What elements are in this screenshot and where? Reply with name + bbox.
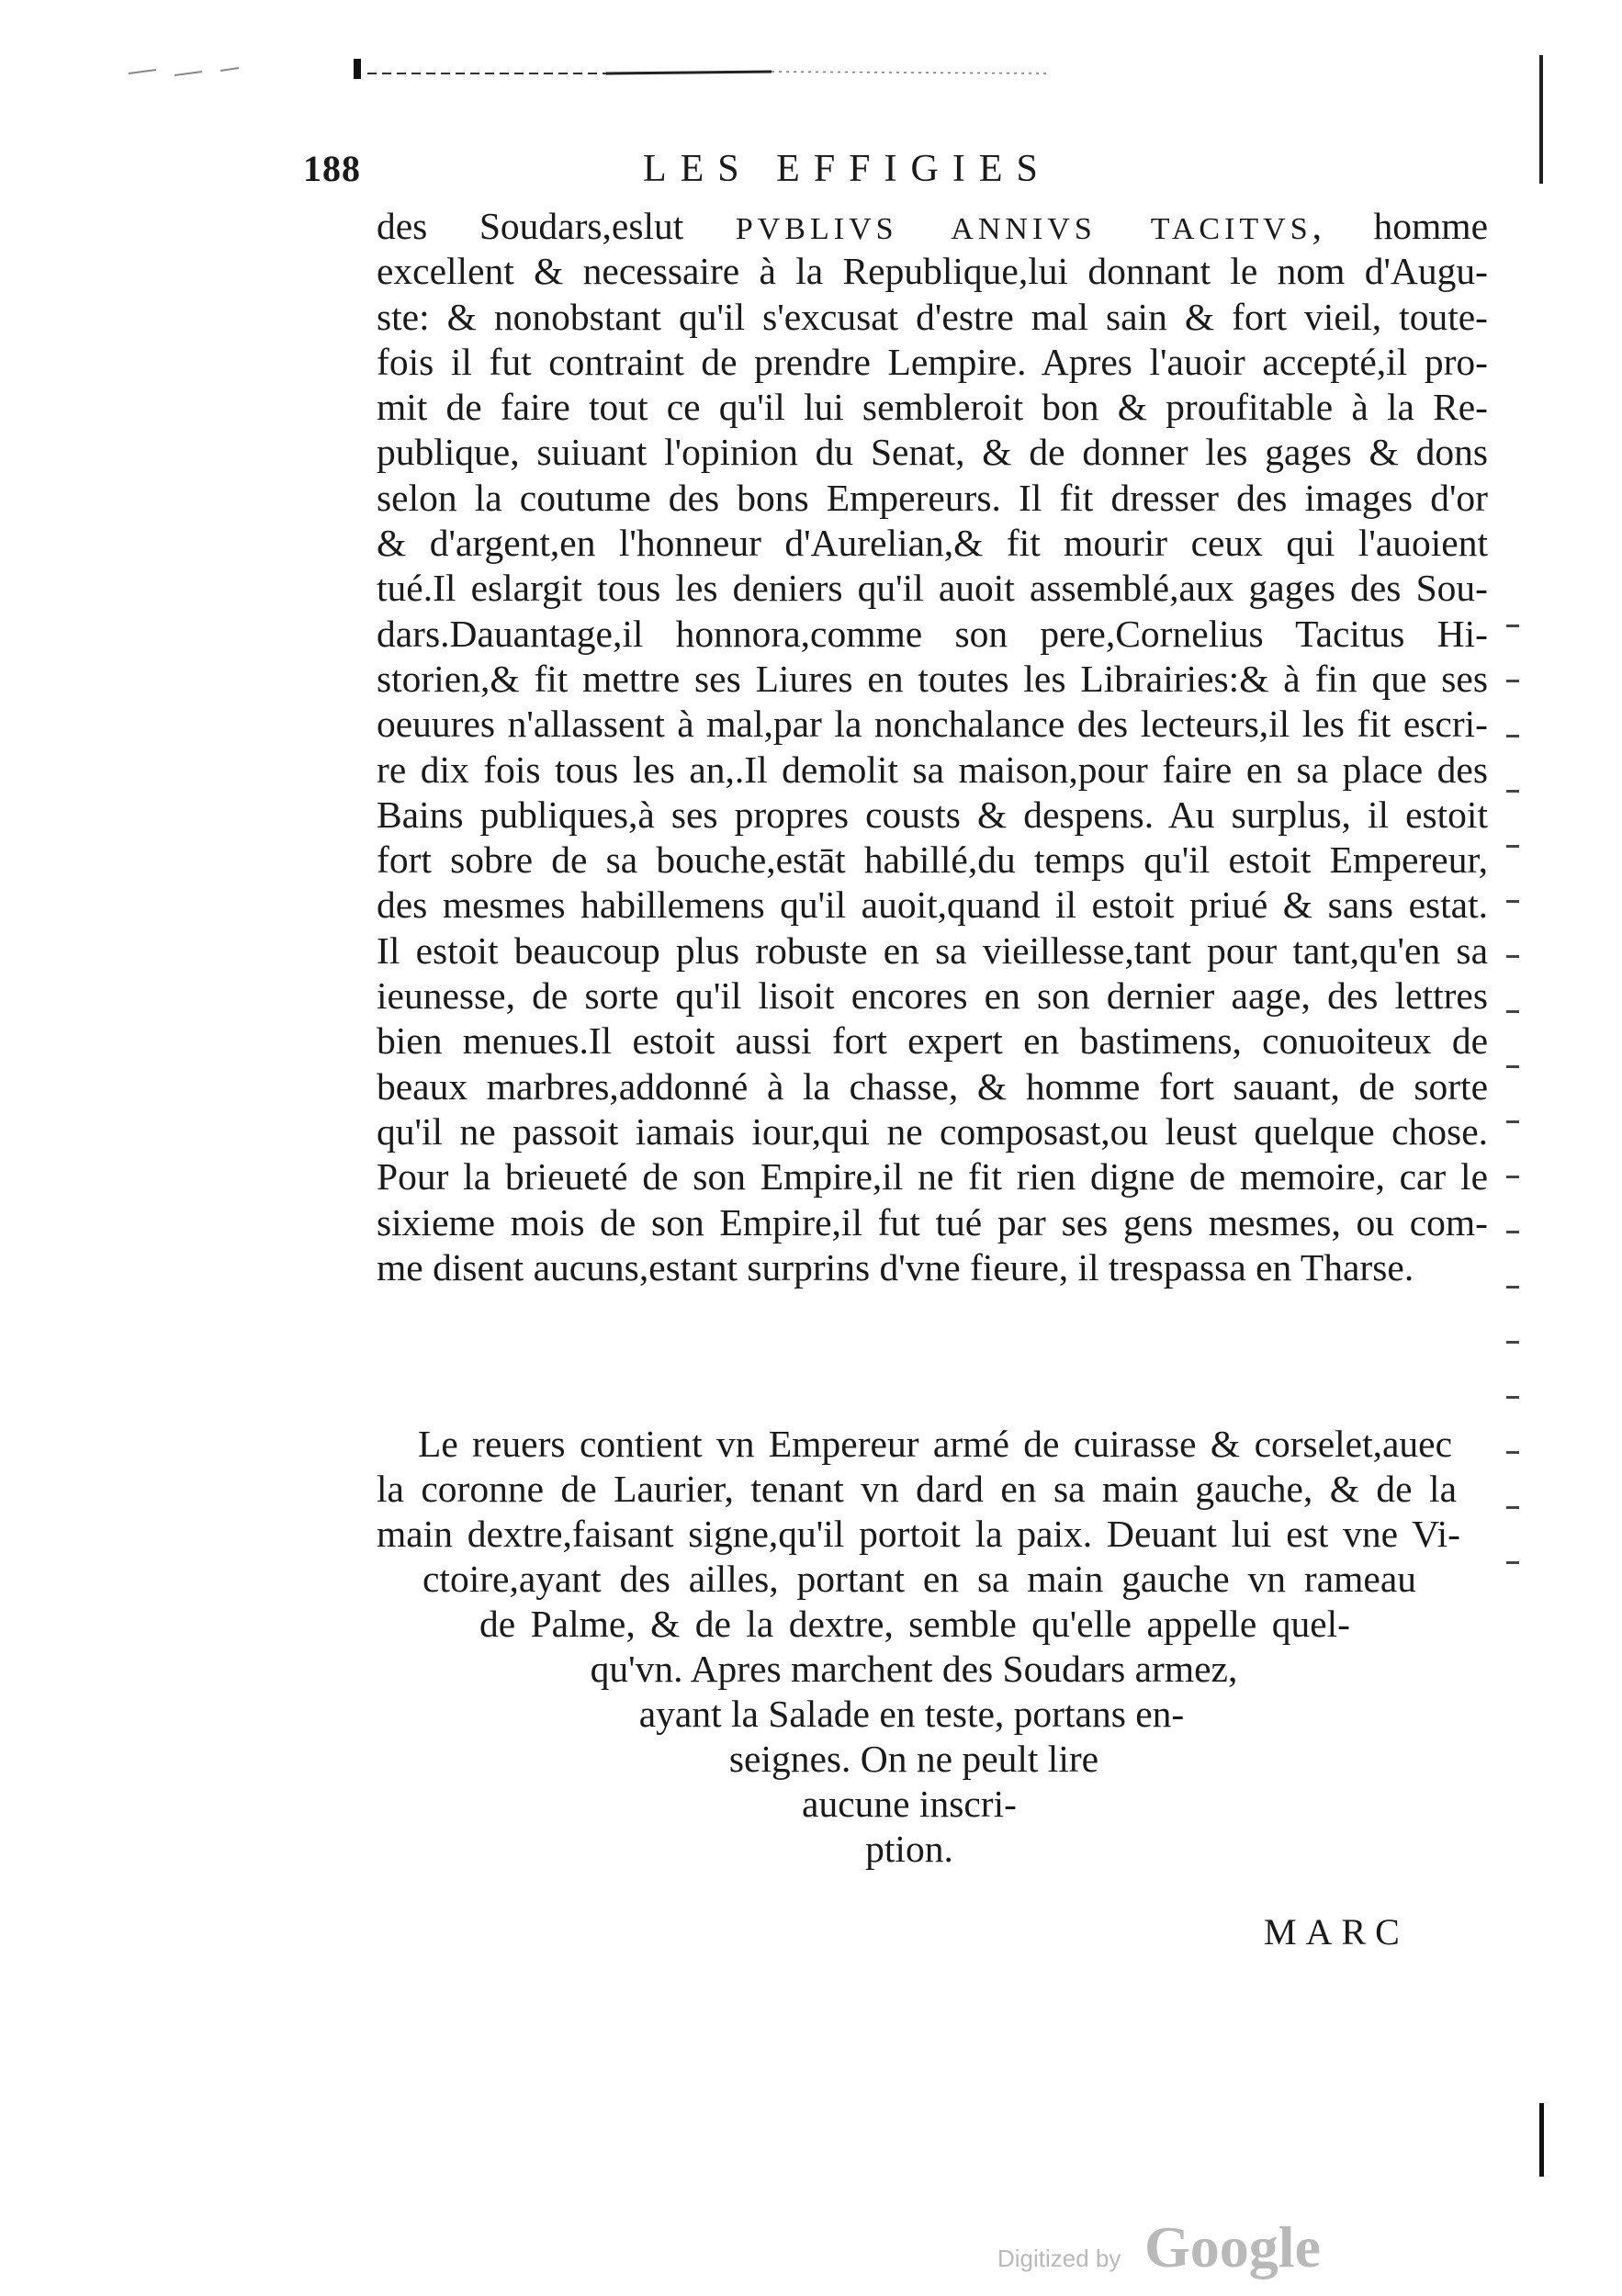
text-line: ste: & nonobstant qu'il s'excusat d'estre mal sain & fort vieil, toute- [377, 295, 1488, 338]
text-line: des mesmes habillemens qu'il auoit,quand il estoit priué & sans estat. [377, 884, 1488, 927]
text-line: & d'argent,en l'honneur d'Aurelian,& fit mourir ceux qui l'auoient [377, 522, 1488, 565]
page-header [0, 147, 1622, 211]
text-line: dars.Dauantage,il honnora,comme son pere,Cornelius Tacitus Hi- [377, 612, 1488, 655]
text-line: fois il fut contraint de prendre Lempire. Apres l'auoir accepté,il pro- [377, 340, 1488, 383]
google-logo: Google [1144, 2214, 1321, 2279]
text-line: Le reuers contient vn Empereur armé de cuirasse & corselet,auec [418, 1423, 1452, 1465]
text-line: seignes. On ne peult lire [728, 1738, 1099, 1780]
text-line: qu'il ne passoit iamais iour,qui ne composast,ou leust quelque chose. [377, 1109, 1488, 1153]
text-line: bien menues.Il estoit aussi fort expert en bastimens, conuoiteux de [377, 1019, 1488, 1063]
binding-edge-mark [1539, 2103, 1544, 2177]
text-line: ption. [865, 1828, 953, 1870]
text-line: excellent & necessaire à la Republique,lui donnant le nom d'Augu- [377, 250, 1488, 293]
text-line: aucune inscri- [802, 1783, 1017, 1825]
text-line: publique, suiuant l'opinion du Senat, & de donner les gages & dons [377, 431, 1488, 474]
text-line: la coronne de Laurier, tenant vn dard en sa main gauche, & de la [377, 1468, 1457, 1510]
bleed-through-marks [1506, 606, 1561, 1580]
text-line: ieunesse, de sorte qu'il lisoit encores en son dernier aage, des lettres [377, 974, 1488, 1018]
page-number: 188 [303, 148, 361, 189]
text-line: des Soudars,eslut PVBLIVS ANNIVS TACITVS, homme [377, 205, 1489, 247]
text-line: storien,& fit mettre ses Liures en toutes les Librairies:& à fin que ses [377, 657, 1488, 700]
text-line: sixieme mois de son Empire,il fut tué par ses gens mesmes, ou com- [377, 1200, 1488, 1244]
main-paragraph [377, 204, 1488, 1290]
text-line: qu'vn. Apres marchent des Soudars armez, [590, 1648, 1238, 1690]
running-title: LES EFFIGIES [643, 148, 1052, 190]
text-line: de Palme, & de la dextre, semble qu'elle appelle quel- [479, 1603, 1350, 1645]
text-line: tué.Il eslargit tous les deniers qu'il auoit assemblé,aux gages des Sou- [377, 567, 1488, 610]
text-line: selon la coutume des bons Empereurs. Il fit dresser des images d'or [377, 476, 1488, 519]
text-line: ayant la Salade en teste, portans en- [638, 1693, 1185, 1735]
catchword: MARC [1264, 1911, 1409, 1953]
text-line: main dextre,faisant signe,qu'il portoit la paix. Deuant lui est vne Vi- [377, 1513, 1460, 1555]
text-line: mit de faire tout ce qu'il lui sembleroit bon & proufitable à la Re- [377, 386, 1488, 429]
text-line: oeuures n'allassent à mal,par la nonchalance des lecteurs,il les fit escri- [377, 703, 1488, 746]
emperor-name: PVBLIVS ANNIVS TACITVS [735, 212, 1312, 246]
text-line: Pour la brieueté de son Empire,il ne fit rien digne de memoire, car le [377, 1155, 1488, 1199]
top-decorative-rule [129, 57, 1506, 84]
text-line: re dix fois tous les an,.Il demolit sa maison,pour faire en sa place des [377, 748, 1488, 791]
text-line: beaux marbres,addonné à la chasse, & homme fort sauant, de sorte [377, 1064, 1488, 1108]
text-line: Bains publiques,à ses propres cousts & despens. Au surplus, il estoit [377, 793, 1488, 836]
text-line: fort sobre de sa bouche,estāt habillé,du temps qu'il estoit Empereur, [377, 838, 1488, 882]
text-line: ctoire,ayant des ailles, portant en sa main gauche vn rameau [422, 1558, 1416, 1600]
text-line: me disent aucuns,estant surprins d'vne fieure, il trespassa en Tharse. [377, 1245, 1414, 1289]
binding-edge-mark [1539, 55, 1543, 184]
text-line: Il estoit beaucoup plus robuste en sa vieillesse,tant pour tant,qu'en sa [377, 929, 1488, 972]
watermark-prefix: Digitized by [997, 2245, 1121, 2272]
digitized-watermark [974, 2213, 1369, 2278]
